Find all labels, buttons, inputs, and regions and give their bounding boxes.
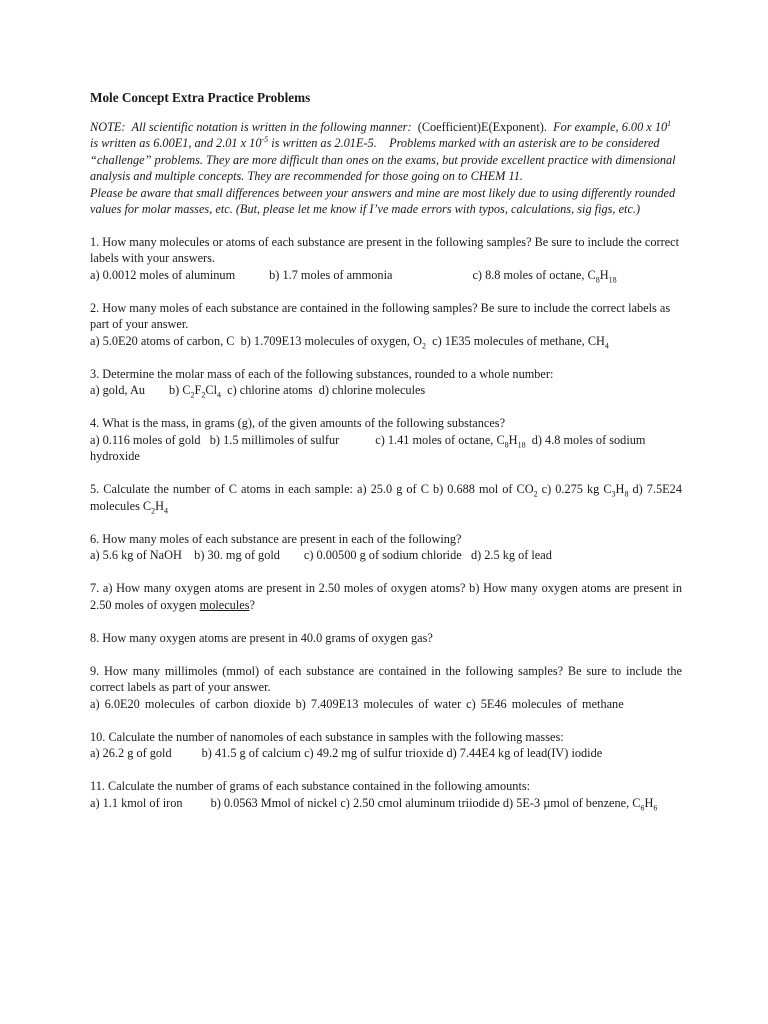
- problem-stem: 9. How many millimoles (mmol) of each substance are contained in the following samples? Be sure to include the correct labels as part of your answer.: [90, 663, 682, 694]
- note-text: is written as 6.00E1, and 2.01 x 10: [90, 136, 262, 150]
- option-a: a) 26.2 g of gold: [90, 746, 172, 760]
- option-b: b) 41.5 g of calcium c) 49.2 mg of sulfur trioxide d) 7.44E4 kg of lead(IV) iodide: [201, 746, 603, 760]
- option-a: a) 0.116 moles of gold: [90, 432, 201, 447]
- problem-stem: 7. a) How many oxygen atoms are present in 2.50 moles of oxygen atoms? b) How many oxygen atoms are present in 2.50 moles of oxygen molecules?: [90, 581, 682, 612]
- option-c: c) 0.00500 g of sodium chloride: [303, 548, 462, 562]
- note-block: [90, 119, 682, 218]
- problem-8: [90, 630, 682, 647]
- problem-11: [90, 778, 682, 811]
- problem-options: [90, 333, 682, 350]
- option-d: d) 4.8 moles of sodium hydroxide: [90, 432, 646, 463]
- problem-3: [90, 366, 682, 399]
- option-b: b) 30. mg of gold: [194, 548, 280, 562]
- page-title: Mole Concept Extra Practice Problems: [90, 90, 311, 105]
- problem-6: [90, 531, 682, 564]
- option-a: a) gold, Au: [90, 383, 145, 397]
- option-a: a) 5.0E20 atoms of carbon, C: [90, 333, 235, 348]
- note-text: For example, 6.00 x 10: [553, 119, 668, 134]
- problem-stem: 5. Calculate the number of C atoms in each sample: a) 25.0 g of C b) 0.688 mol of $CO_2$ c) 0.275 kg $C_3H_8$ d) 7.5E24 molecules $C_2H_4$: [90, 482, 682, 515]
- problem-1: [90, 234, 682, 284]
- problem-options: [90, 745, 682, 762]
- option-b: b) $C_2F_2Cl_4$: [169, 383, 221, 400]
- problem-options: [90, 267, 682, 284]
- problem-stem: 3. Determine the molar mass of each of the following substances, rounded to a whole number:: [90, 366, 554, 381]
- note-text: is written as 2.01E-5.: [268, 136, 377, 150]
- option-c: c) 1E35 molecules of methane, $CH_4$: [432, 333, 609, 350]
- option-b: b) 0.0563 Mmol of nickel c) 2.50 cmol aluminum triiodide d) 5E-3 µmol of benzene, $C_6H_6$: [210, 795, 658, 812]
- problem-options: a) 6.0E20 molecules of carbon dioxide b) 7.409E13 molecules of water c) 5E46 molecules of methane: [90, 696, 624, 711]
- problem-5: [90, 481, 682, 514]
- problem-9: [90, 663, 682, 713]
- problem-2: [90, 300, 682, 350]
- option-a: a) 1.1 kmol of iron: [90, 795, 183, 810]
- option-b: b) 1.709E13 molecules of oxygen, $O_2$: [240, 333, 426, 350]
- problem-7: [90, 580, 682, 613]
- option-d: d) chlorine molecules: [318, 383, 426, 397]
- problem-stem: 10. Calculate the number of nanomoles of each substance in samples with the following masses:: [90, 729, 564, 744]
- problem-stem: 6. How many moles of each substance are present in each of the following?: [90, 531, 462, 546]
- exponent: 1: [667, 118, 672, 128]
- problem-stem: 4. What is the mass, in grams (g), of the given amounts of the following substances?: [90, 416, 506, 430]
- option-b: b) 1.7 moles of ammonia: [269, 267, 393, 282]
- option-c: c) 8.8 moles of octane, $C_8H_{18}$: [472, 267, 617, 284]
- problem-stem: 2. How many moles of each substance are contained in the following samples? Be sure to include the correct labels as part of your answer.: [90, 300, 671, 331]
- option-b: b) 1.5 millimoles of sulfur: [209, 432, 340, 447]
- problem-stem: 1. How many molecules or atoms of each substance are present in the following samples? Be sure to include the correct labels with your answers.: [90, 234, 680, 265]
- option-c: c) chlorine atoms: [227, 383, 313, 397]
- notation-format: (Coefficient)E(Exponent).: [417, 119, 547, 134]
- option-a: a) 5.6 kg of NaOH: [90, 548, 182, 562]
- problem-stem: 8. How many oxygen atoms are present in 40.0 grams of oxygen gas?: [90, 630, 433, 645]
- note-text: Problems marked with an asterisk are to be considered “challenge” problems. They are more difficult than ones on the exams, but provide excellent practice with dimensional analysis and multiple concepts. They are recommended for those going on to CHEM 11.: [90, 136, 676, 183]
- problem-options: [90, 795, 682, 812]
- option-d: d) 2.5 kg of lead: [470, 548, 552, 562]
- problem-options: [90, 382, 682, 399]
- exponent: -5: [261, 134, 269, 144]
- problem-stem: 11. Calculate the number of grams of each substance contained in the following amounts:: [90, 779, 531, 793]
- option-a: a) 0.0012 moles of aluminum: [90, 267, 236, 282]
- document-page: [90, 90, 682, 828]
- note-text: All scientific notation is written in the following manner:: [131, 119, 412, 134]
- note-disclaimer: Please be aware that small differences between your answers and mine are most likely due to using differently rounded values for molar masses, etc. (But, please let me know if I’ve made errors with typos, calculations, sig figs, etc.): [90, 185, 676, 216]
- note-label: NOTE:: [90, 119, 126, 134]
- problem-options: [90, 432, 682, 465]
- problem-10: [90, 729, 682, 762]
- note-paragraph: [90, 119, 682, 185]
- option-c: c) 1.41 moles of octane, $C_8H_{18}$: [375, 432, 526, 449]
- problem-options: [90, 547, 682, 564]
- underlined-word: molecules: [199, 597, 250, 612]
- problem-4: [90, 415, 682, 465]
